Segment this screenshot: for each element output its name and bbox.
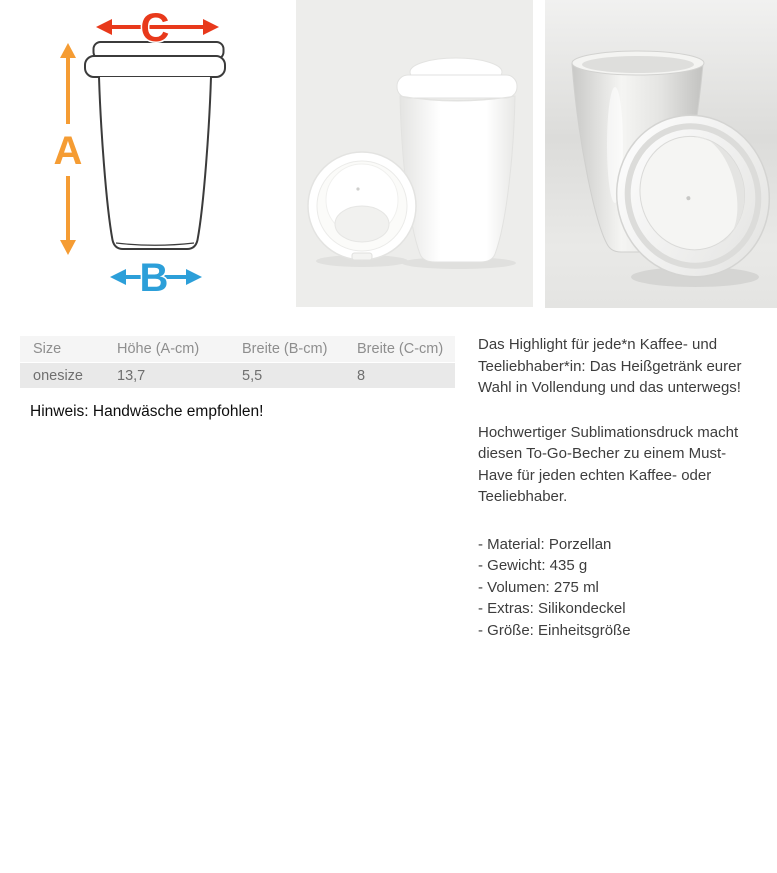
attribute-volume: - Volumen: 275 ml — [478, 578, 599, 596]
product-description — [478, 334, 758, 641]
cup-outline-drawing — [85, 42, 225, 249]
column-header-width-c: Breite (C-cm) — [344, 336, 455, 363]
attribute-size: - Größe: Einheitsgröße — [478, 621, 631, 639]
product-photo-cup-and-lid — [296, 0, 533, 307]
size-table — [20, 336, 455, 388]
cup-with-lid — [397, 58, 517, 269]
size-diagram — [20, 0, 280, 300]
attribute-weight: - Gewicht: 435 g — [478, 557, 588, 574]
size-table-row-onesize — [20, 363, 455, 389]
diagram-label-c: C — [140, 6, 170, 50]
care-note: Hinweis: Handwäsche empfohlen! — [30, 403, 264, 420]
column-header-height-a: Höhe (A-cm) — [104, 336, 229, 363]
description-paragraph-2: Hochwertiger Sublimationsdruck macht diesen To-Go-Becher zu einem Must-Have für jeden echten Kaffee- oder Teeliebhaber. — [478, 423, 739, 505]
product-photo-cup-and-silicone-lid — [545, 0, 777, 308]
description-paragraph-1: Das Highlight für jede*n Kaffee- und Teeliebhaber*in: Das Heißgetränk eurer Wahl in Vollendung und das unterwegs! — [478, 336, 742, 396]
attribute-material: - Material: Porzellan — [478, 535, 612, 553]
size-table-header-row — [20, 336, 455, 363]
column-header-width-b: Breite (B-cm) — [229, 336, 344, 363]
diagram-label-a: A — [53, 129, 83, 173]
width-arrow-b — [110, 256, 202, 300]
cell-width-b: 5,5 — [229, 363, 344, 389]
column-header-size: Size — [20, 336, 104, 363]
attribute-extras: - Extras: Silikondeckel — [478, 600, 626, 617]
cell-height-a: 13,7 — [104, 363, 229, 389]
height-arrow-a — [54, 43, 83, 255]
cell-width-c: 8 — [344, 363, 455, 389]
product-attributes-list — [478, 534, 758, 642]
diagram-label-b: B — [139, 256, 169, 300]
cell-size: onesize — [20, 363, 104, 389]
